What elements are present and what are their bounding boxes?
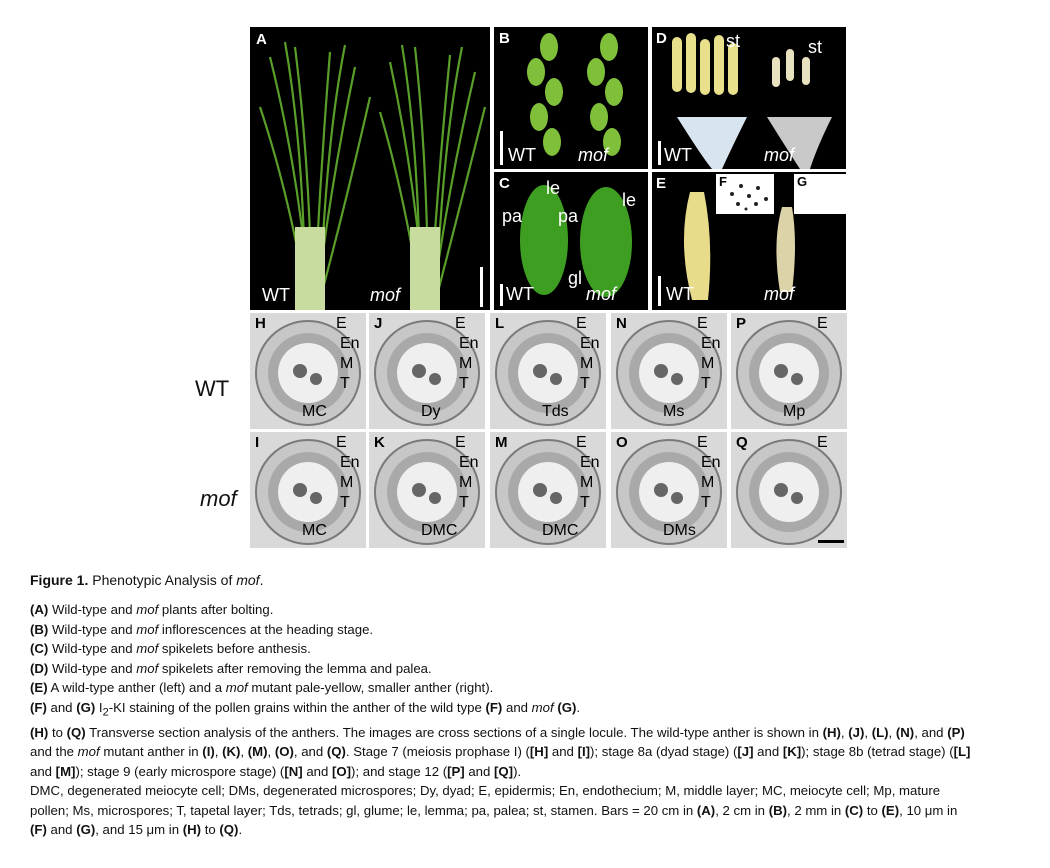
layer-annotation: E xyxy=(576,315,587,332)
caption-line-h1: (H) to (Q) Transverse section analysis of the anthers. The images are cross sections of a single locule. The wild-type anther is shown in (H), (J), (L), (N), and (P) xyxy=(30,724,965,740)
layer-annotation: E xyxy=(455,434,466,451)
layer-annotation: M xyxy=(701,355,715,372)
panel-e-label: E xyxy=(656,175,667,192)
panel-c-wt-label: WT xyxy=(506,284,534,304)
panel-a-photo xyxy=(250,27,490,310)
layer-annotation: En xyxy=(340,335,360,352)
section-panel-k xyxy=(369,432,485,548)
layer-annotation: E xyxy=(697,434,708,451)
section-label: H xyxy=(255,315,266,332)
section-panel-o xyxy=(611,432,727,548)
caption-body xyxy=(30,600,1030,840)
panel-c-ann-le2: le xyxy=(622,190,637,210)
cell-annotation: DMC xyxy=(542,522,579,539)
panel-b-photo xyxy=(494,27,648,169)
panel-e-mof-label: mof xyxy=(764,284,795,304)
caption-abbr-3: (F) and (G), and 15 μm in (H) to (Q). xyxy=(30,822,243,838)
panel-c-label: C xyxy=(499,175,510,192)
cell-annotation: Mp xyxy=(783,403,806,420)
caption-line-b: (B) Wild-type and mof inflorescences at the heading stage. xyxy=(30,621,374,637)
layer-annotation: T xyxy=(459,375,469,392)
section-panel-h xyxy=(250,313,366,429)
layer-annotation: M xyxy=(459,355,473,372)
caption-abbr-2: pollen; Ms, microspores; T, tapetal layer; Tds, tetrads; gl, glume; le, lemma; pa, palea; st, stamen. Bars = 20 cm in (A), 2 cm in (B), 2 mm in (C) to (E), 10 μm in xyxy=(30,802,958,818)
layer-annotation: M xyxy=(340,355,354,372)
caption-line-d: (D) Wild-type and mof spikelets after removing the lemma and palea. xyxy=(30,660,432,676)
cell-annotation: Tds xyxy=(542,403,569,420)
cell-annotation: MC xyxy=(302,522,327,539)
panel-c-ann-pa2: pa xyxy=(558,206,579,226)
section-label: P xyxy=(736,315,747,332)
caption-line-c: (C) Wild-type and mof spikelets before anthesis. xyxy=(30,641,311,656)
layer-annotation: M xyxy=(459,474,473,491)
section-label: K xyxy=(374,434,385,451)
caption-abbr-1: DMC, degenerated meiocyte cell; DMs, degenerated microspores; Dy, dyad; E, epidermis; En, endothecium; M, middle layer; MC, meiocyte cell; Mp, mature xyxy=(30,783,941,799)
section-label: O xyxy=(616,434,628,451)
figure-title-end: . xyxy=(259,572,264,588)
section-label: M xyxy=(495,434,508,451)
caption-line-h3: and [M]); stage 9 (early microspore stage) ([N] and [O]); and stage 12 ([P] and [Q]). xyxy=(30,763,522,779)
caption-line-h2: and the mof mutant anther in (I), (K), (M), (O), and (Q). Stage 7 (meiosis prophase I) ([H] and [I]); stage 8a (dyad stage) ([J] and [K]); stage 8b (tetrad stage) ([L] xyxy=(30,744,971,760)
panel-a-mof-label: mof xyxy=(370,285,401,305)
layer-annotation: En xyxy=(340,454,360,471)
layer-annotation: E xyxy=(697,315,708,332)
panel-b-wt-label: WT xyxy=(508,145,536,165)
figure-title-text: Phenotypic Analysis of xyxy=(92,572,237,588)
layer-annotation: E xyxy=(817,434,828,451)
rice-plants-illustration xyxy=(250,27,490,310)
layer-annotation: En xyxy=(580,335,600,352)
panel-c-scale-bar xyxy=(500,284,503,306)
layer-annotation: M xyxy=(580,355,594,372)
layer-annotation: En xyxy=(701,454,721,471)
panel-a-wt-label: WT xyxy=(262,285,290,305)
layer-annotation: T xyxy=(701,375,711,392)
layer-annotation: E xyxy=(336,434,347,451)
layer-annotation: E xyxy=(817,315,828,332)
layer-annotation: T xyxy=(701,494,711,511)
layer-annotation: T xyxy=(340,375,350,392)
panel-c-ann-pa1: pa xyxy=(502,206,523,226)
figure-number: Figure 1. xyxy=(30,572,89,588)
cell-annotation: MC xyxy=(302,403,327,420)
panel-d-photo xyxy=(652,27,846,169)
panel-e-scale-bar xyxy=(658,276,661,306)
cell-annotation: DMs xyxy=(663,522,696,539)
panel-f-label: F xyxy=(719,174,727,189)
panel-c-ann-gl: gl xyxy=(568,268,583,288)
panel-c-photo xyxy=(494,172,648,310)
panel-d-ann-st2: st xyxy=(808,37,823,57)
panel-c-mof-label: mof xyxy=(586,284,617,304)
figure-title xyxy=(30,572,263,588)
panel-d-label: D xyxy=(656,30,667,47)
cell-annotation: DMC xyxy=(421,522,458,539)
layer-annotation: T xyxy=(459,494,469,511)
layer-annotation: E xyxy=(336,315,347,332)
panel-a-scale-bar xyxy=(480,267,483,307)
section-panel-n xyxy=(611,313,727,429)
section-label: N xyxy=(616,315,627,332)
panel-c-ann-le1: le xyxy=(546,178,561,198)
section-panel-m xyxy=(490,432,606,548)
layer-annotation: T xyxy=(580,494,590,511)
layer-annotation: E xyxy=(455,315,466,332)
section-scale-bar xyxy=(818,540,844,543)
layer-annotation: M xyxy=(340,474,354,491)
panel-b-label: B xyxy=(499,30,510,47)
section-panel-l xyxy=(490,313,606,429)
section-panel-p xyxy=(731,313,847,429)
section-panel-j xyxy=(369,313,485,429)
row-label-mof: mof xyxy=(200,486,237,511)
layer-annotation: M xyxy=(580,474,594,491)
section-label: Q xyxy=(736,434,748,451)
section-panel-q xyxy=(731,432,847,548)
layer-annotation: M xyxy=(701,474,715,491)
panel-f-photo xyxy=(716,174,774,214)
panel-e-wt-label: WT xyxy=(666,284,694,304)
panel-b-mof-label: mof xyxy=(578,145,609,165)
caption-line-e: (E) A wild-type anther (left) and a mof mutant pale-yellow, smaller anther (right). xyxy=(30,680,494,695)
anther-section-illustration xyxy=(731,432,847,548)
panel-d-ann-st1: st xyxy=(726,31,741,51)
panel-a-label: A xyxy=(256,31,267,48)
panel-g-photo xyxy=(794,174,846,214)
panel-g-label: G xyxy=(797,174,808,189)
layer-annotation: En xyxy=(459,335,479,352)
section-label: J xyxy=(374,315,383,332)
section-panel-i xyxy=(250,432,366,548)
section-label: L xyxy=(495,315,505,332)
panel-d-scale-bar xyxy=(658,141,661,165)
cell-annotation: Dy xyxy=(421,403,441,420)
layer-annotation: En xyxy=(580,454,600,471)
layer-annotation: En xyxy=(459,454,479,471)
caption-line-f: (F) and (G) $I_2-KI$ staining of the pollen grains within the anther of the wild type (F) and mof (G). xyxy=(30,699,581,719)
layer-annotation: T xyxy=(580,375,590,392)
layer-annotation: En xyxy=(701,335,721,352)
figure-title-italic: mof xyxy=(236,572,260,588)
layer-annotation: E xyxy=(576,434,587,451)
panel-d-wt-label: WT xyxy=(664,145,692,165)
cell-annotation: Ms xyxy=(663,403,685,420)
row-label-wt: WT xyxy=(195,376,230,401)
caption-line-a: (A) Wild-type and mof plants after bolting. xyxy=(30,602,274,617)
panel-d-mof-label: mof xyxy=(764,145,795,165)
layer-annotation: T xyxy=(340,494,350,511)
panel-b-scale-bar xyxy=(500,131,503,165)
section-label: I xyxy=(255,434,260,451)
